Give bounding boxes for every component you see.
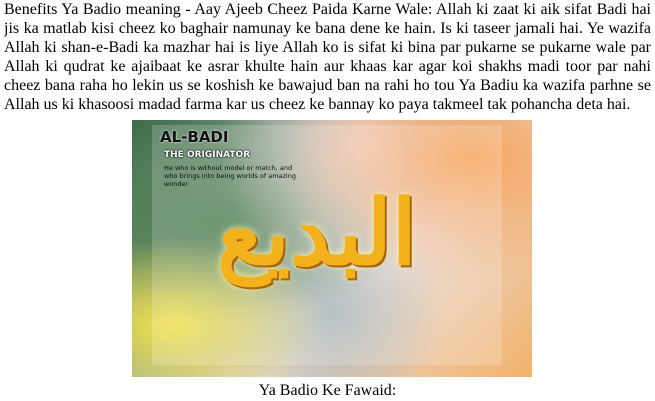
paragraph-line: Allah ki qudrat ke ajaibaat ke asrar khulte hain aur khaas kar agar koi shakhs madi toor par nahi: [4, 58, 651, 75]
image-description: He who is without model or match, and who brings into being worlds of amazing wonder: [164, 164, 296, 188]
al-badi-image: [132, 120, 532, 377]
paragraph: [4, 0, 651, 114]
paragraph-line: Allah us ki khasoosi madad farma kar us cheez ke bannay ko paya takmeel tak pohancha deta hai.: [4, 96, 631, 113]
image-title: AL-BADI: [160, 128, 229, 146]
paragraph-line: cheez bana raha ho lekin us se koshish ke bawajud ban na rahi ho tou Ya Badiu ka wazifa parhne se: [4, 77, 651, 94]
paragraph-line: Allah ki shan-e-Badi ka mazhar hai is liye Allah ko is sifat ki bina par pukarne se pukarne wale par: [4, 39, 651, 56]
paragraph-line: jis ka matlab kisi cheez ko baghair namunay ke bana dene ke hain. Is ki taseer jamali hai. Ye wazifa: [4, 20, 651, 37]
arabic-calligraphy: البديع: [217, 180, 417, 286]
section-caption: Ya Badio Ke Fawaid:: [258, 382, 397, 399]
image-subtitle: THE ORIGINATOR: [164, 150, 251, 160]
paragraph-line: Benefits Ya Badio meaning - Aay Ajeeb Cheez Paida Karne Wale: Allah ki zaat ki aik sifat Badi hai: [4, 1, 651, 18]
